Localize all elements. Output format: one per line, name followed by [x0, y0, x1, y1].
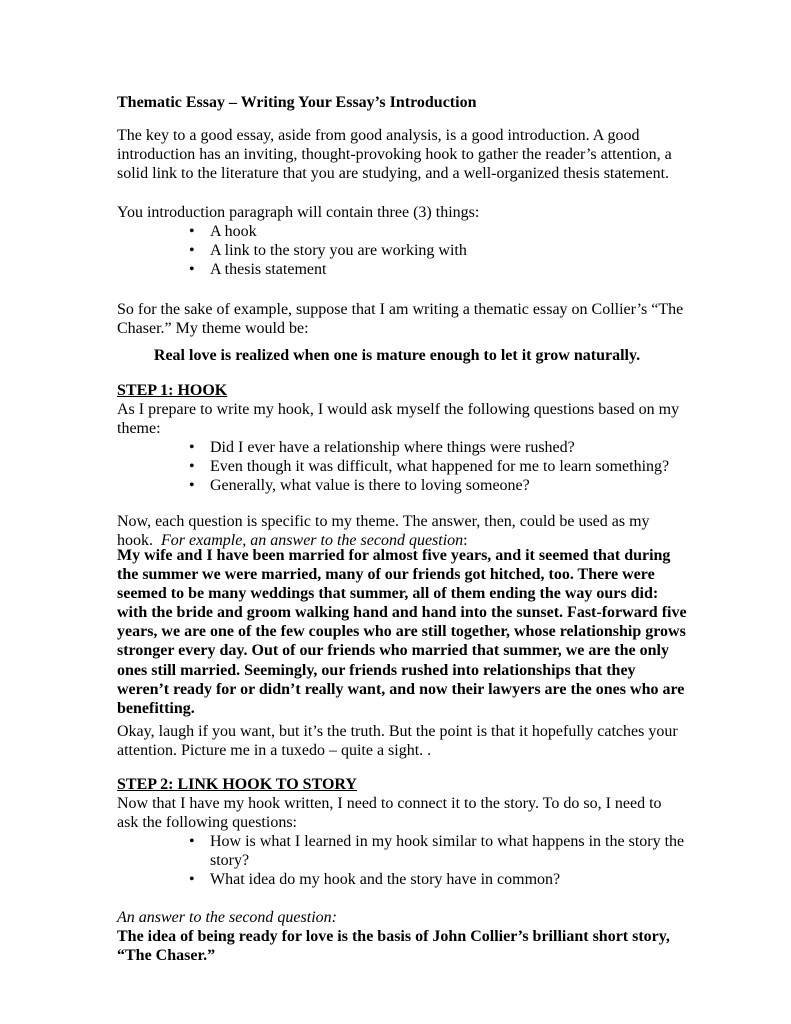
- bullet-icon: •: [189, 871, 195, 888]
- list-item: • Generally, what value is there to loving someone?: [189, 477, 530, 494]
- contains-label: You introduction paragraph will contain three (3) things:: [117, 204, 480, 221]
- bullet-icon: •: [189, 223, 195, 240]
- contains-list: [117, 222, 479, 279]
- list-item: • Did I ever have a relationship where things were rushed?: [189, 439, 575, 456]
- list-item: • A thesis statement: [189, 261, 327, 278]
- document-title: Thematic Essay – Writing Your Essay’s Introduction: [117, 94, 477, 111]
- step1-questions: [117, 438, 679, 495]
- intro-paragraph: [117, 126, 672, 183]
- now-paragraph: [117, 512, 650, 550]
- text-line: introduction has an inviting, thought-provoking hook to gather the reader’s attention, a: [117, 146, 672, 163]
- bullet-icon: •: [189, 439, 195, 456]
- okay-paragraph: Okay, laugh if you want, but it’s the truth. But the point is that it hopefully catches your attention. Picture me in a tuxedo – quite a sight. .: [117, 723, 678, 759]
- step2-section: STEP 2: LINK HOOK TO STORY Now that I have my hook written, I need to connect it to the story. To do so, I need to ask the following questions: • How is what I learned in my hook similar to what happens in the story the story? • What idea do my hook and the story have in common?: [117, 776, 685, 888]
- theme-statement: Real love is realized when one is mature enough to let it grow naturally.: [153, 347, 641, 364]
- bullet-icon: •: [189, 242, 195, 259]
- text-line: Now, each question is specific to my theme. The answer, then, could be used as my: [117, 513, 650, 530]
- text-line: hook. For example, an answer to the second question:: [117, 532, 468, 549]
- text-line: solid link to the literature that you are studying, and a well-organized thesis statement.: [117, 165, 670, 182]
- bullet-icon: •: [189, 261, 195, 278]
- step2-questions: [117, 832, 684, 889]
- contains-section: [117, 203, 479, 279]
- step1-heading: STEP 1: HOOK: [117, 382, 228, 399]
- text-line: So for the sake of example, suppose that I am writing a thematic essay on Collier’s “The: [117, 301, 684, 318]
- list-item: • What idea do my hook and the story have in common?: [189, 871, 561, 888]
- list-item: • A hook: [189, 223, 257, 240]
- text-line: Chaser.” My theme would be:: [117, 320, 309, 337]
- example-paragraph: [117, 300, 683, 338]
- list-item: • A link to the story you are working with: [189, 242, 467, 259]
- text-line: theme:: [117, 420, 161, 437]
- text-line: As I prepare to write my hook, I would ask myself the following questions based on my: [117, 401, 680, 418]
- hook-example: My wife and I have been married for almost five years, and it seemed that during the summer we were married, many of our friends got hitched, too. There were seemed to be many weddings that summer, all of them ending the way ours did: with the bride and groom walking hand and hand into the sunset. Fast-forward five years, we are one of the few couples who are still together, whose relationship grows stronger every day. Out of our friends who married that summer, we are the only ones still married. Seemingly, our friends rushed into relationships that they weren’t ready for or didn’t really want, and now their lawyers are the ones who are benefitting.: [117, 547, 687, 717]
- example-label: For example, an answer to the second question: [161, 532, 464, 549]
- list-item: • How is what I learned in my hook similar to what happens in the story the story?: [189, 833, 685, 869]
- step2-heading: STEP 2: LINK HOOK TO STORY: [117, 776, 357, 793]
- answer-label: An answer to the second question:: [117, 909, 337, 926]
- answer-section: An answer to the second question: The idea of being ready for love is the basis of John Collier’s brilliant short story, “The Chaser.”: [117, 909, 670, 964]
- text-line: The key to a good essay, aside from good analysis, is a good introduction. A good: [117, 127, 640, 144]
- bullet-icon: •: [189, 833, 195, 850]
- bullet-icon: •: [189, 477, 195, 494]
- list-item: • Even though it was difficult, what happened for me to learn something?: [189, 458, 670, 475]
- bullet-icon: •: [189, 458, 195, 475]
- step1-section: [117, 381, 679, 495]
